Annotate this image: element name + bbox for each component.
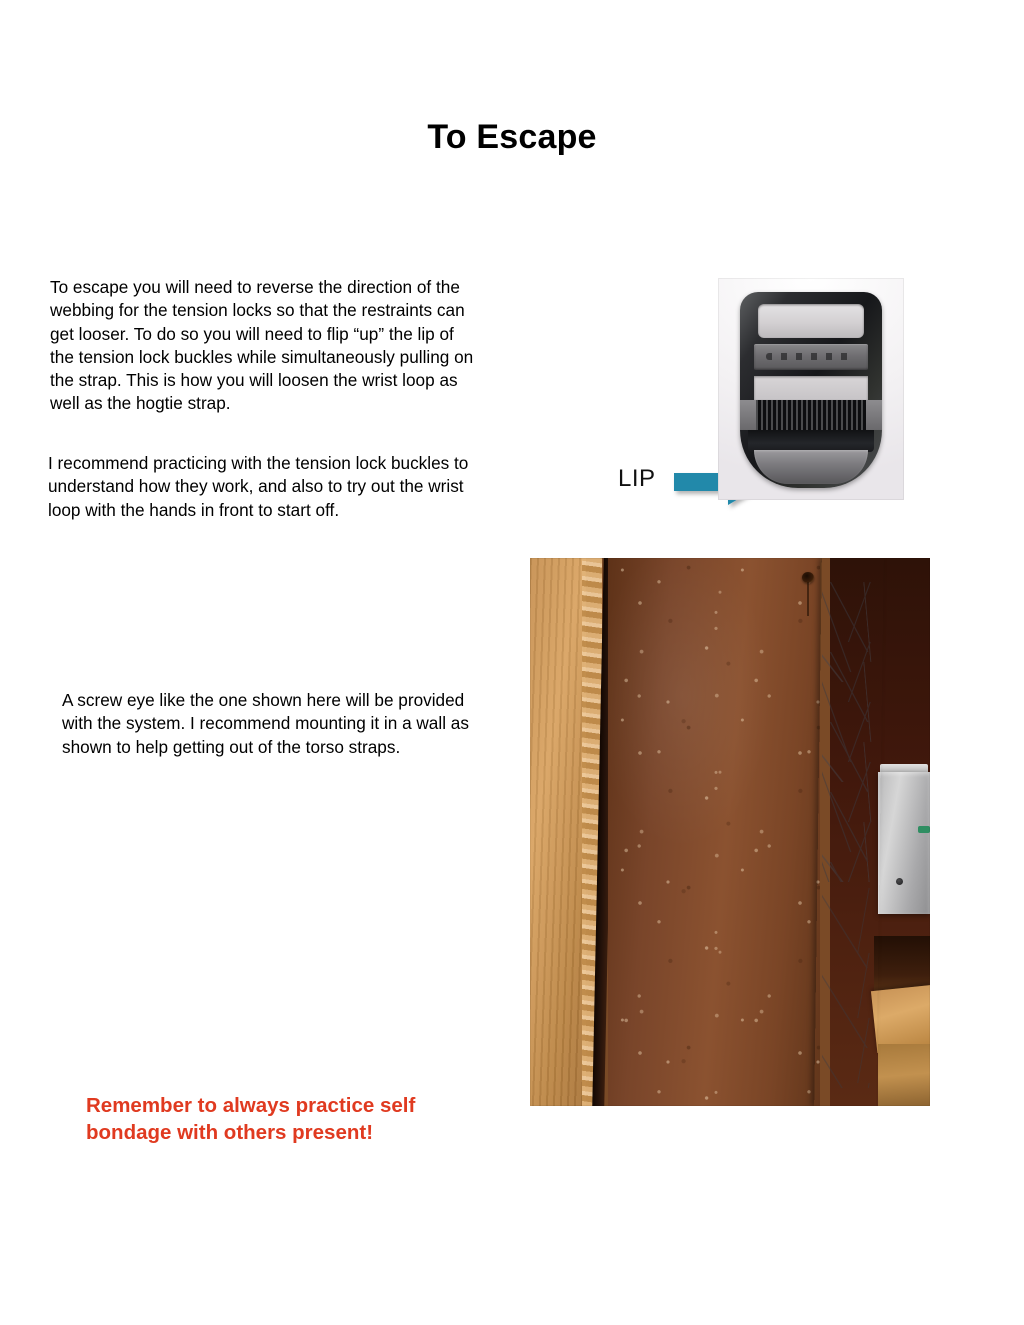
pencil-marks-upper — [822, 582, 878, 882]
buckle-tooth-bar-left-side — [740, 400, 756, 430]
wood-brace-upper — [871, 985, 930, 1053]
timber-grain-speckle — [608, 558, 820, 1106]
tension-lock-buckle-photo — [718, 278, 904, 500]
floor-shadow — [874, 936, 930, 992]
buckle-embossed-bar — [754, 344, 868, 370]
pencil-marks-lower — [822, 888, 878, 1088]
buckle-lip-face — [754, 450, 868, 484]
wood-brace-lower — [878, 1044, 930, 1106]
paragraph-escape-instructions: To escape you will need to reverse the direction of the webbing for the tension locks so that the restraints can get looser. To do so you will need to flip “up” the lip of the tension lock buckles while simultaneously pulling on the strap. This is how you will loosen the wrist loop as well as the hogtie strap. — [50, 277, 474, 414]
buckle-webbing-slot-top — [758, 304, 864, 338]
green-wire — [918, 826, 930, 833]
buckle-webbing-slot-middle — [754, 376, 868, 400]
screw-eye-wall-photo — [530, 558, 930, 1106]
buckle-lip-band — [748, 430, 874, 452]
wood-stud-left — [530, 558, 586, 1106]
buckle-frame — [740, 292, 882, 488]
timber-knot-streak — [807, 582, 809, 616]
electrical-box-screw — [896, 878, 903, 885]
page-title: To Escape — [427, 118, 597, 156]
paragraph-screw-eye-note: A screw eye like the one shown here will be provided with the system. I recommend mounting it in a wall as shown to help getting out of the torso straps. — [62, 690, 469, 757]
buckle-tooth-bar — [756, 400, 866, 430]
buckle-tooth-bar-right-side — [866, 400, 882, 430]
electrical-box — [878, 772, 930, 914]
safety-warning-text: Remember to always practice self bondage with others present! — [86, 1094, 416, 1144]
lip-annotation-label: LIP — [618, 465, 656, 492]
paragraph-practice-recommendation: I recommend practicing with the tension lock buckles to understand how they work, and also to try out the wrist loop with the hands in front to start off. — [48, 453, 469, 520]
